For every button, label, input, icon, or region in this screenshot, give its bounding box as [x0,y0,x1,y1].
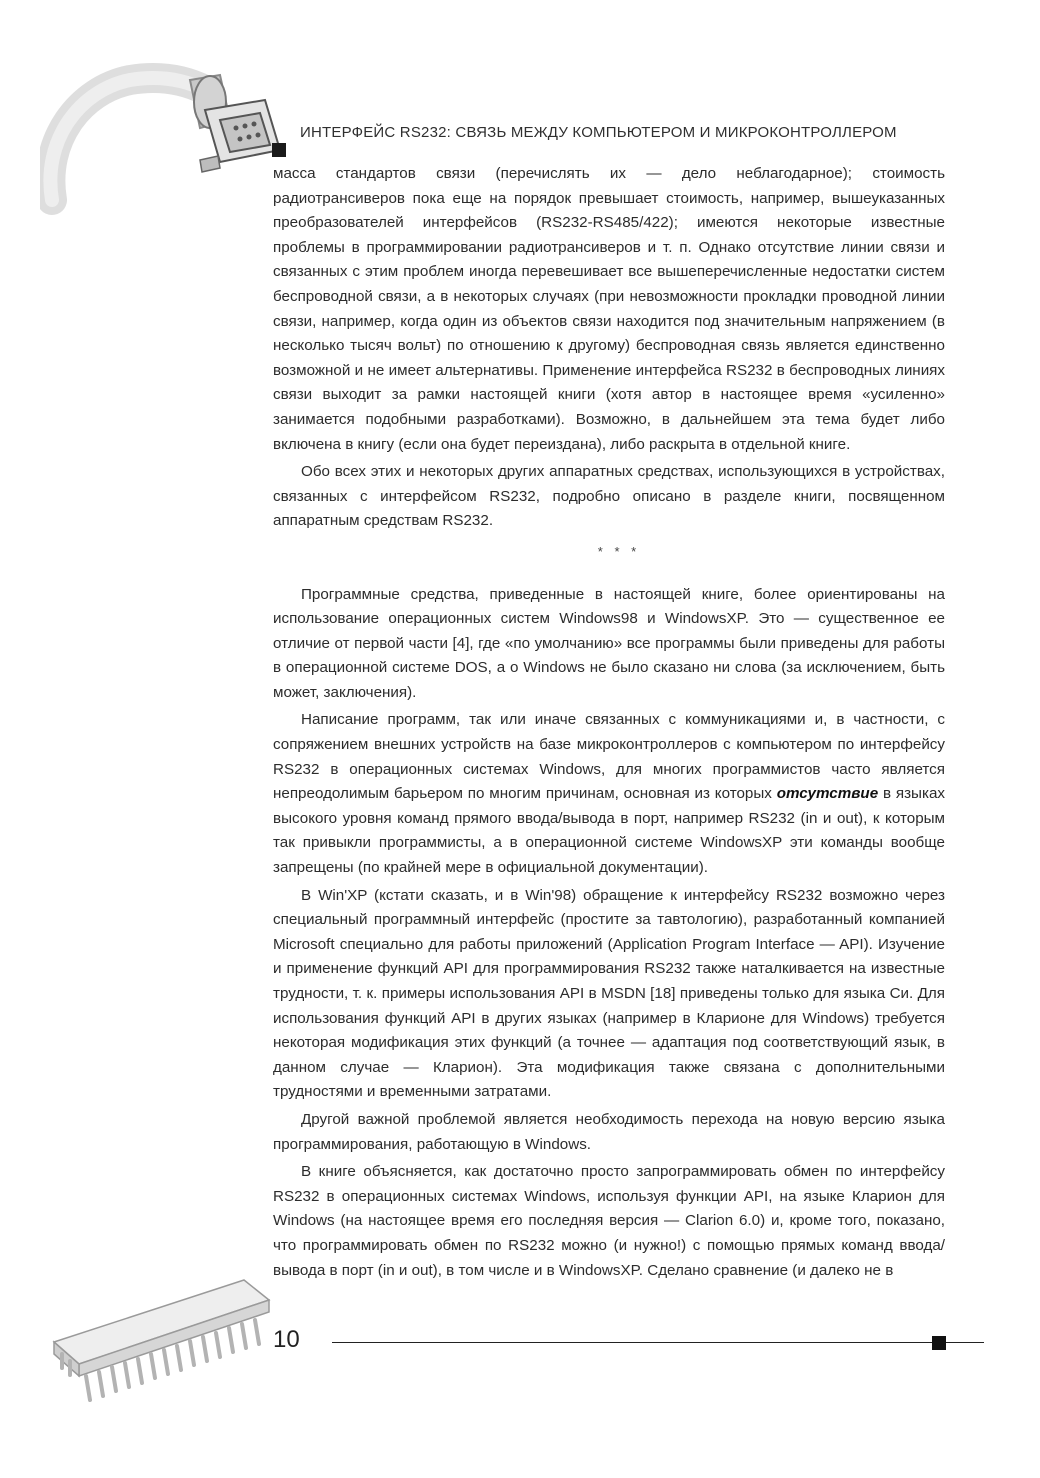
paragraph-2: Обо всех этих и некоторых других аппаратных средствах, использующихся в устройствах, связанных с интерфейсом RS232, подробно описано в разделе книги, посвященном аппаратным средствам RS232. [273,463,945,530]
page-number: 10 [273,1326,300,1353]
paragraph-1: масса стандартов связи (перечислять их — дело неблагодарное); стоимость радиотрансиверов пока еще на порядок превышает стоимость, например, вышеуказанных преобразователей интерфейсов (RS232-RS485/422); имеются некоторые известные проблемы в программировании радиотрансиверов и т. п. Однако отсутствие линии связи и связанных с этим проблем иногда перевешивает все вышеперечисленные недостатки систем беспроводной связи, а в некоторых случаях (при невозможности прокладки проводной линии связи, например, когда один из объектов связи находится под значительным напряжением (в несколько тысяч вольт) по отношению к другому) беспроводная связь является единственно возможной и не имеет альтернативы. Применение интерфейса RS232 в беспроводных линиях связи выходит за рамки настоящей книги (хотя автор в настоящее время «усиленно» занимается подобными разработками). Возможно, в дальнейшем эта тема будет либо включена в книгу (если она будет переиздана), либо раскрыта в отдельной книге. [273,165,945,453]
paragraph-3: Программные средства, приведенные в настоящей книге, более ориентированы на использование операционных систем Windows98 и WindowsXP. Это — существенное ее отличие от первой части [4], где «по умолчанию» все программы были приведены для работы в операционной системе DOS, а о Windows не было сказано ни слова (за исключением, быть может, заключения). [273,585,945,701]
paragraph-7: В книге объясняется, как достаточно просто запрограммировать обмен по интерфейсу RS232 в операционных системах Windows, используя функции API, на языке Кларион для Windows (на настоящее время его последняя версия — Clarion 6.0) и, кроме того, показано, что программировать обмен по RS232 можно (и нужно!) с помощью прямых команд ввода/вывода в порт (in и out), в том числе и в WindowsXP. Сделано сравнение (и далеко не в [273,1163,945,1279]
paragraph-4-part-1: Написание программ, так или иначе связанных с коммуникациями и, в частности, с сопряжением внешних устройств на базе микроконтроллеров с компьютером по интерфейсу RS232 в операционных системах Windows, для многих программистов часто является непреодолимым барьером по многим причинам, основная из которых [273,711,945,803]
section-separator: * * * [597,543,641,559]
emphasis-absence: отсутствие [776,785,879,803]
serial-cable-connector-icon [40,50,290,220]
paragraph-5: В Win'XP (кстати сказать, и в Win'98) обращение к интерфейсу RS232 возможно через специальный программный интерфейс (простите за тавтологию), разработанный компанией Microsoft специально для работы приложений (Application Program Interface — API). Изучение и применение функций API для программирования RS232 также наталкивается на известные трудности, т. к. примеры использования API в MSDN [18] приведены только для языка Си. Для использования функций API в других языках (например в Кларионе для Windows) требуется некоторая модификация этих функций (а точнее — адаптация под соответствующий язык, в данном случае — Кларион). Эта модификация также связана с дополнительными трудностями и временными затратами. [273,886,945,1101]
paragraph-4-part-2: в языках высокого уровня команд прямого ввода/вывода в порт, например RS232 (in и out), к которым так привыкли программисты, а в операционной системе WindowsXP эти команды вообще запрещены (по крайней мере в официальной документации). [273,785,945,877]
footer-marker [932,1336,946,1350]
body-text [273,162,945,1283]
footer-rule [332,1342,984,1343]
paragraph-6: Другой важной проблемой является необходимость перехода на новую версию языка программирования, работающую в Windows. [273,1110,945,1153]
running-header: ИНТЕРФЕЙС RS232: СВЯЗЬ МЕЖДУ КОМПЬЮТЕРОМ И МИКРОКОНТРОЛЛЕРОМ [300,124,897,141]
paragraph-4 [273,708,945,880]
microchip-icon [44,1272,284,1412]
header-marker [272,143,286,157]
